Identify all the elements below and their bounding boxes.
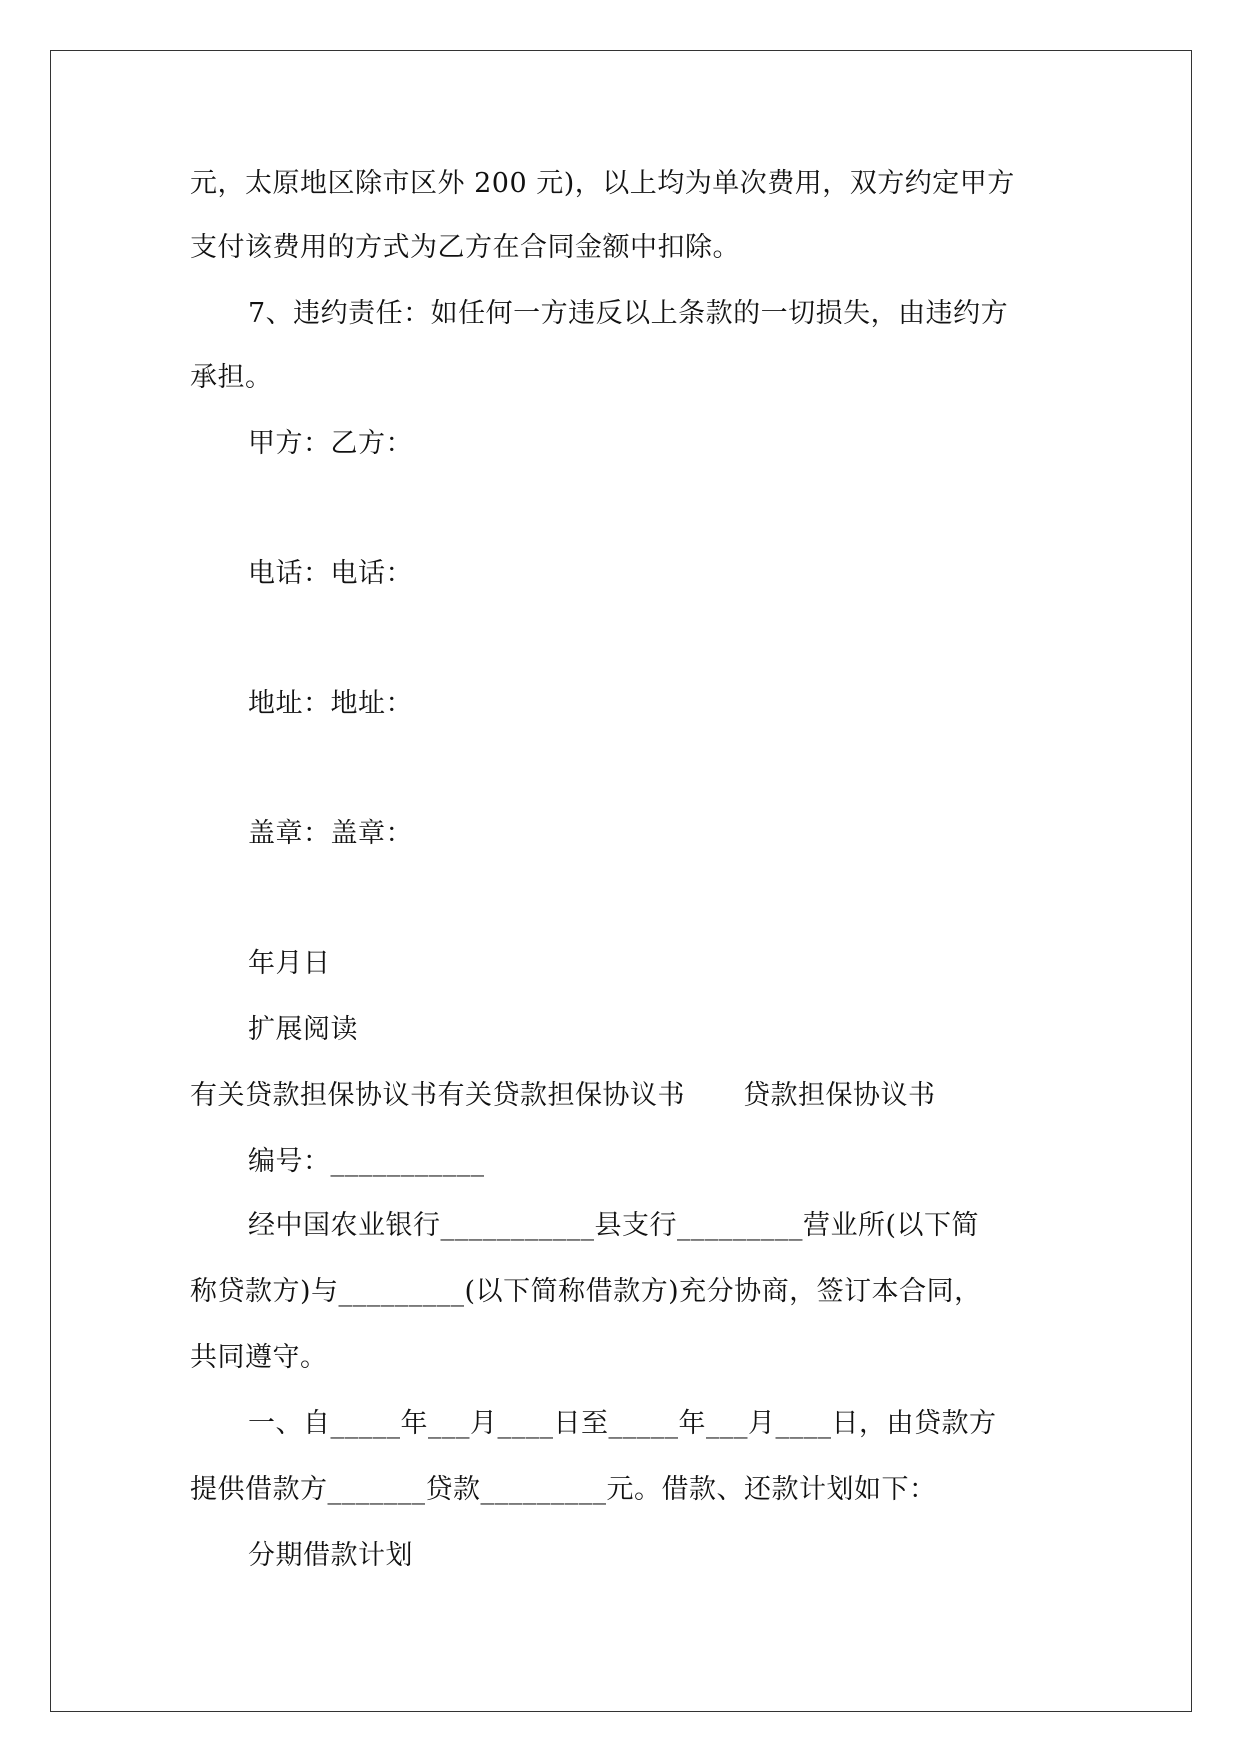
paragraph-line-breach-liability: 7、违约责任：如任何一方违反以上条款的一切损失，由违约方 — [248, 298, 1009, 329]
related-title-repeated: 有关贷款担保协议书有关贷款担保协议书 — [190, 1080, 685, 1111]
contract-number-line: 编号：___________ — [248, 1146, 485, 1177]
extended-reading-heading: 扩展阅读 — [248, 1014, 358, 1045]
paragraph-line-fee-clause: 元，太原地区除市区外 200 元)，以上均为单次费用，双方约定甲方 — [190, 168, 1015, 199]
installment-plan-heading: 分期借款计划 — [248, 1540, 413, 1571]
related-title-line — [190, 1078, 936, 1114]
paragraph-line-observe: 共同遵守。 — [190, 1342, 328, 1373]
paragraph-line-loan-amount: 提供借款方_______贷款_________元。借款、还款计划如下： — [190, 1474, 937, 1505]
signature-seal-line: 盖章：盖章： — [248, 818, 413, 849]
signature-phone-line: 电话：电话： — [248, 558, 413, 589]
paragraph-line-loan-period: 一、自_____年___月____日至_____年___月____日，由贷款方 — [248, 1408, 997, 1439]
signature-address-line: 地址：地址： — [248, 688, 413, 719]
loan-guarantee-title: 贷款担保协议书 — [743, 1080, 936, 1111]
paragraph-line-borrower: 称贷款方)与_________(以下简称借款方)充分协商，签订本合同， — [190, 1276, 982, 1307]
paragraph-line-bank-parties: 经中国农业银行___________县支行_________营业所(以下简 — [248, 1210, 980, 1241]
paragraph-line-fee-payment: 支付该费用的方式为乙方在合同金额中扣除。 — [190, 232, 740, 263]
signature-party-line: 甲方：乙方： — [248, 428, 413, 459]
paragraph-line-breach-bear: 承担。 — [190, 362, 273, 393]
date-line: 年月日 — [248, 948, 331, 979]
